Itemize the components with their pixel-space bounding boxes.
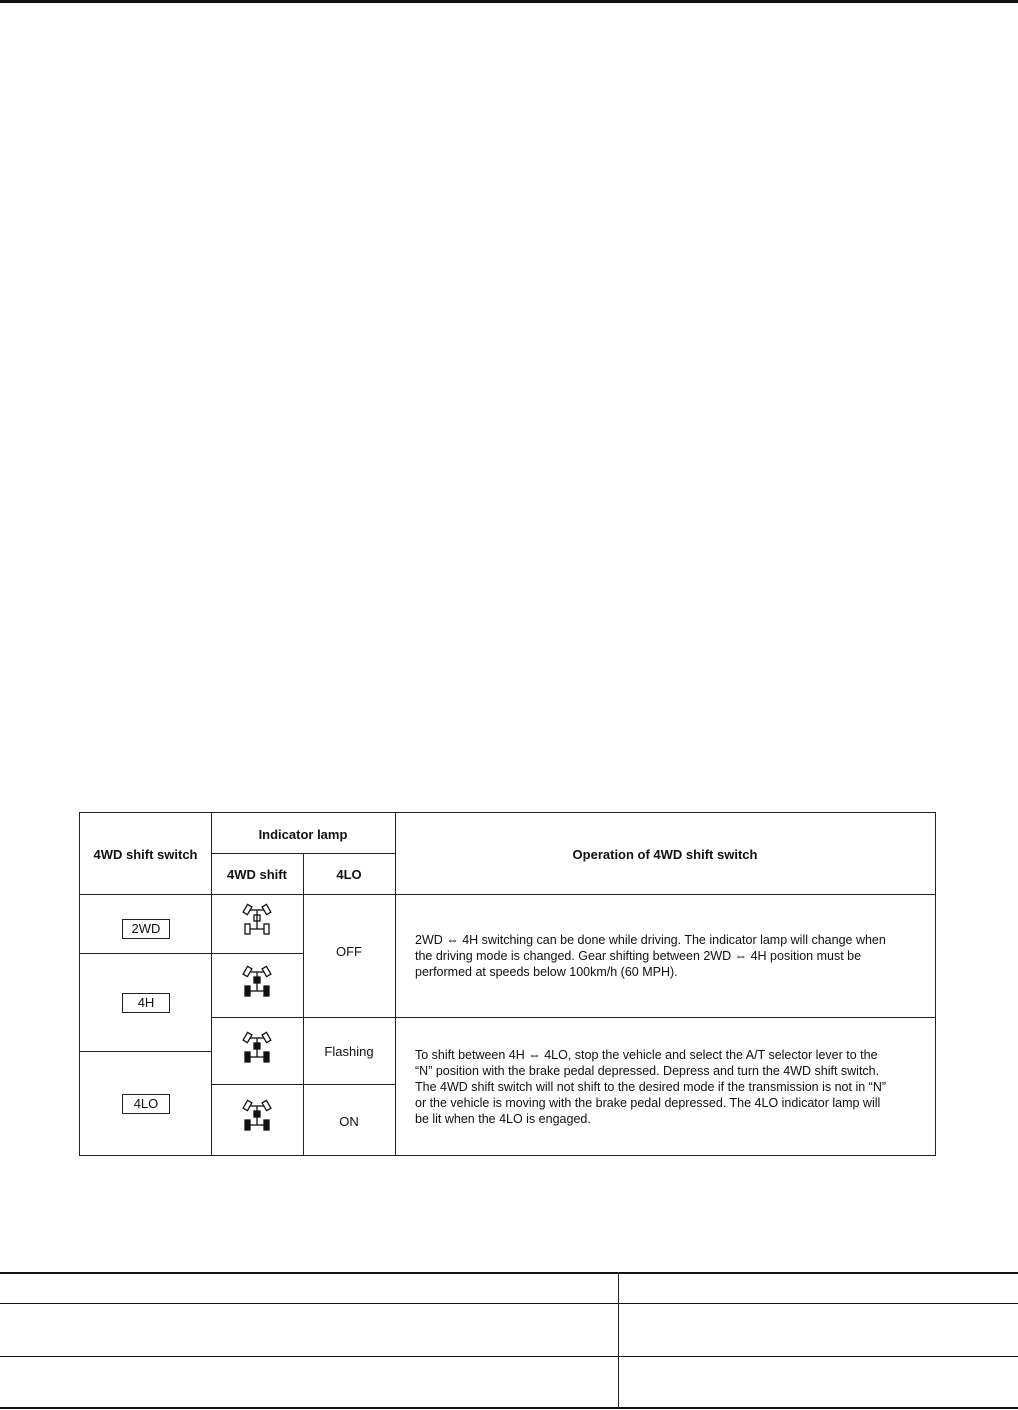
operation-line: or the vehicle is moving with the brake pedal depressed. The 4LO indicator lamp will bbox=[415, 1096, 881, 1110]
operation-4h-4lo bbox=[415, 1047, 930, 1127]
4wd-indicator-icon bbox=[242, 965, 272, 999]
table-rule bbox=[0, 1356, 1018, 1357]
switch-4lo-label: 4LO bbox=[122, 1094, 170, 1114]
4wd-indicator-icon bbox=[242, 903, 272, 937]
row-divider bbox=[211, 1084, 395, 1085]
4wd-indicator-icon bbox=[242, 1099, 272, 1133]
row-divider bbox=[80, 1051, 211, 1052]
row-divider bbox=[211, 1017, 935, 1018]
top-rule bbox=[0, 0, 1018, 3]
4wd-shift-switch-table bbox=[79, 812, 936, 1156]
operation-line: “N” position with the brake pedal depressed. Depress and turn the 4WD shift switch. bbox=[415, 1064, 880, 1078]
table-col-divider bbox=[618, 1272, 619, 1409]
table-rule bbox=[0, 1303, 1018, 1304]
operation-line: The 4WD shift switch will not shift to the desired mode if the transmission is not in “N” bbox=[415, 1080, 887, 1094]
header-4wd-shift: 4WD shift bbox=[227, 867, 287, 882]
lamp-flashing-label: Flashing bbox=[324, 1044, 374, 1059]
operation-line: To shift between 4H ⇔ 4LO, stop the vehicle and select the A/T selector lever to the bbox=[415, 1048, 878, 1062]
operation-line: 2WD ⇔ 4H switching can be done while driving. The indicator lamp will change when bbox=[415, 933, 886, 947]
row-divider bbox=[80, 894, 935, 895]
operation-line: performed at speeds below 100km/h (60 MPH). bbox=[415, 965, 678, 979]
header-shift-switch: 4WD shift switch bbox=[93, 847, 198, 862]
switch-4h-label: 4H bbox=[122, 993, 170, 1013]
row-divider bbox=[80, 953, 303, 954]
table-rule bbox=[0, 1272, 1018, 1274]
operation-2wd-4h bbox=[415, 932, 930, 980]
operation-line: be lit when the 4LO is engaged. bbox=[415, 1112, 591, 1126]
operation-line: the driving mode is changed. Gear shifting between 2WD ⇔ 4H position must be bbox=[415, 949, 862, 963]
col-divider bbox=[395, 813, 396, 1155]
row-divider bbox=[211, 853, 395, 854]
lamp-off-label: OFF bbox=[336, 944, 362, 959]
lamp-on-label: ON bbox=[339, 1114, 359, 1129]
col-divider bbox=[303, 853, 304, 1155]
col-divider bbox=[211, 813, 212, 1155]
header-operation: Operation of 4WD shift switch bbox=[572, 847, 758, 862]
header-indicator-lamp: Indicator lamp bbox=[258, 827, 348, 842]
4wd-indicator-icon bbox=[242, 1031, 272, 1065]
switch-2wd-label: 2WD bbox=[122, 919, 170, 939]
table-rule bbox=[0, 1407, 1018, 1409]
header-4lo: 4LO bbox=[336, 867, 362, 882]
